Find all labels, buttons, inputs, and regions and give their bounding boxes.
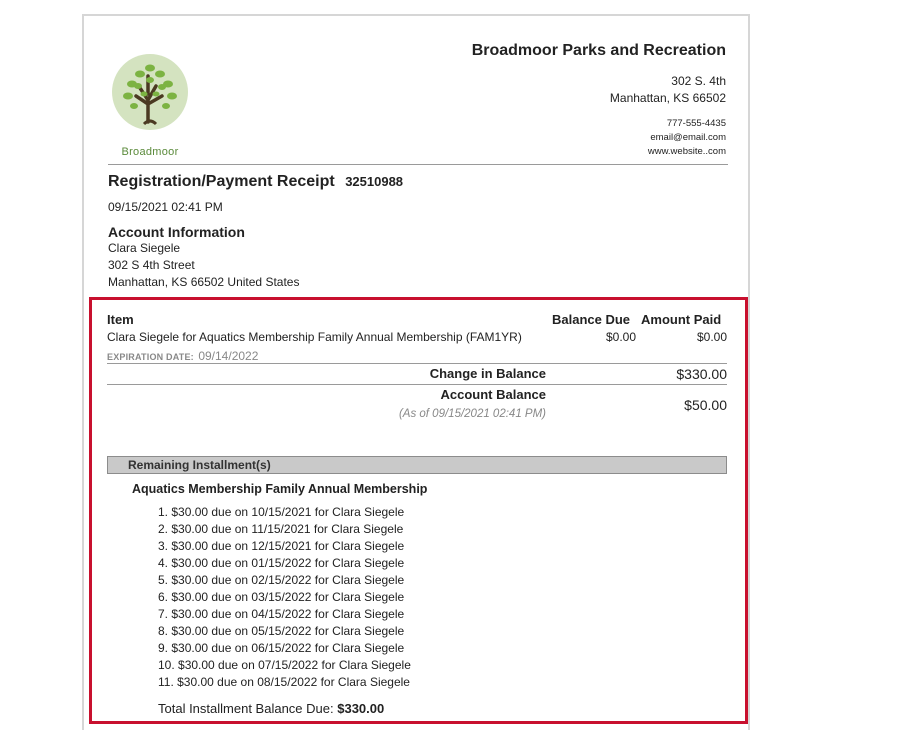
installment-item: 4. $30.00 due on 01/15/2022 for Clara Siegele (158, 556, 405, 570)
change-in-balance-value: $330.00 (676, 366, 727, 382)
expiration-label: EXPIRATION DATE: (107, 352, 194, 362)
installment-total-label: Total Installment Balance Due: (158, 701, 334, 716)
org-website: www.website..com (647, 146, 726, 157)
item-description: Clara Siegele for Aquatics Membership Family Annual Membership (FAM1YR) (107, 330, 522, 344)
amount-paid-column-header: Amount Paid (641, 312, 722, 327)
installment-item: 6. $30.00 due on 03/15/2022 for Clara Siegele (158, 590, 405, 604)
item-amount-paid: $0.00 (697, 330, 728, 344)
account-heading: Account Information (108, 224, 245, 240)
installment-item: 10. $30.00 due on 07/15/2022 for Clara Siegele (158, 658, 411, 672)
org-email: email@email.com (650, 132, 726, 143)
change-in-balance-label: Change in Balance (429, 366, 546, 381)
receipt-title (108, 173, 403, 191)
installments-heading: Remaining Installment(s) (128, 458, 271, 472)
installment-item: 5. $30.00 due on 02/15/2022 for Clara Siegele (158, 573, 405, 587)
tree-icon (110, 54, 190, 134)
balance-due-column-header: Balance Due (552, 312, 631, 327)
installment-item: 7. $30.00 due on 04/15/2022 for Clara Siegele (158, 607, 405, 621)
receipt-datetime: 09/15/2021 02:41 PM (108, 200, 223, 214)
account-city: Manhattan, KS 66502 United States (108, 275, 300, 289)
logo-text: Broadmoor (121, 146, 179, 158)
org-name: Broadmoor Parks and Recreation (471, 42, 726, 59)
account-balance-value: $50.00 (684, 397, 727, 413)
account-balance-label: Account Balance (440, 387, 546, 402)
account-balance-as-of: (As of 09/15/2021 02:41 PM) (398, 408, 546, 420)
installment-item: 9. $30.00 due on 06/15/2022 for Clara Siegele (158, 641, 405, 655)
installment-item: 8. $30.00 due on 05/15/2022 for Clara Siegele (158, 624, 405, 638)
receipt-title-text: Registration/Payment Receipt (108, 173, 335, 190)
expiration-date: 09/14/2022 (198, 349, 259, 363)
org-logo (110, 54, 190, 164)
item-balance-due: $0.00 (606, 330, 637, 344)
receipt-number: 32510988 (345, 174, 404, 189)
org-address-line2: Manhattan, KS 66502 (609, 91, 726, 105)
installment-item: 2. $30.00 due on 11/15/2021 for Clara Siegele (158, 522, 404, 536)
installment-total-value: $330.00 (337, 701, 385, 716)
installment-item: 11. $30.00 due on 08/15/2022 for Clara Siegele (158, 675, 410, 689)
account-street: 302 S 4th Street (108, 258, 195, 272)
installment-item: 3. $30.00 due on 12/15/2021 for Clara Siegele (158, 539, 405, 553)
org-phone: 777-555-4435 (666, 118, 726, 129)
item-column-header: Item (107, 312, 134, 327)
account-name: Clara Siegele (108, 241, 181, 255)
highlight-box (89, 297, 748, 724)
installment-item: 1. $30.00 due on 10/15/2021 for Clara Siegele (158, 505, 405, 519)
header-divider (108, 164, 728, 165)
installments-membership: Aquatics Membership Family Annual Membership (132, 482, 428, 496)
org-address-line1: 302 S. 4th (671, 74, 726, 88)
